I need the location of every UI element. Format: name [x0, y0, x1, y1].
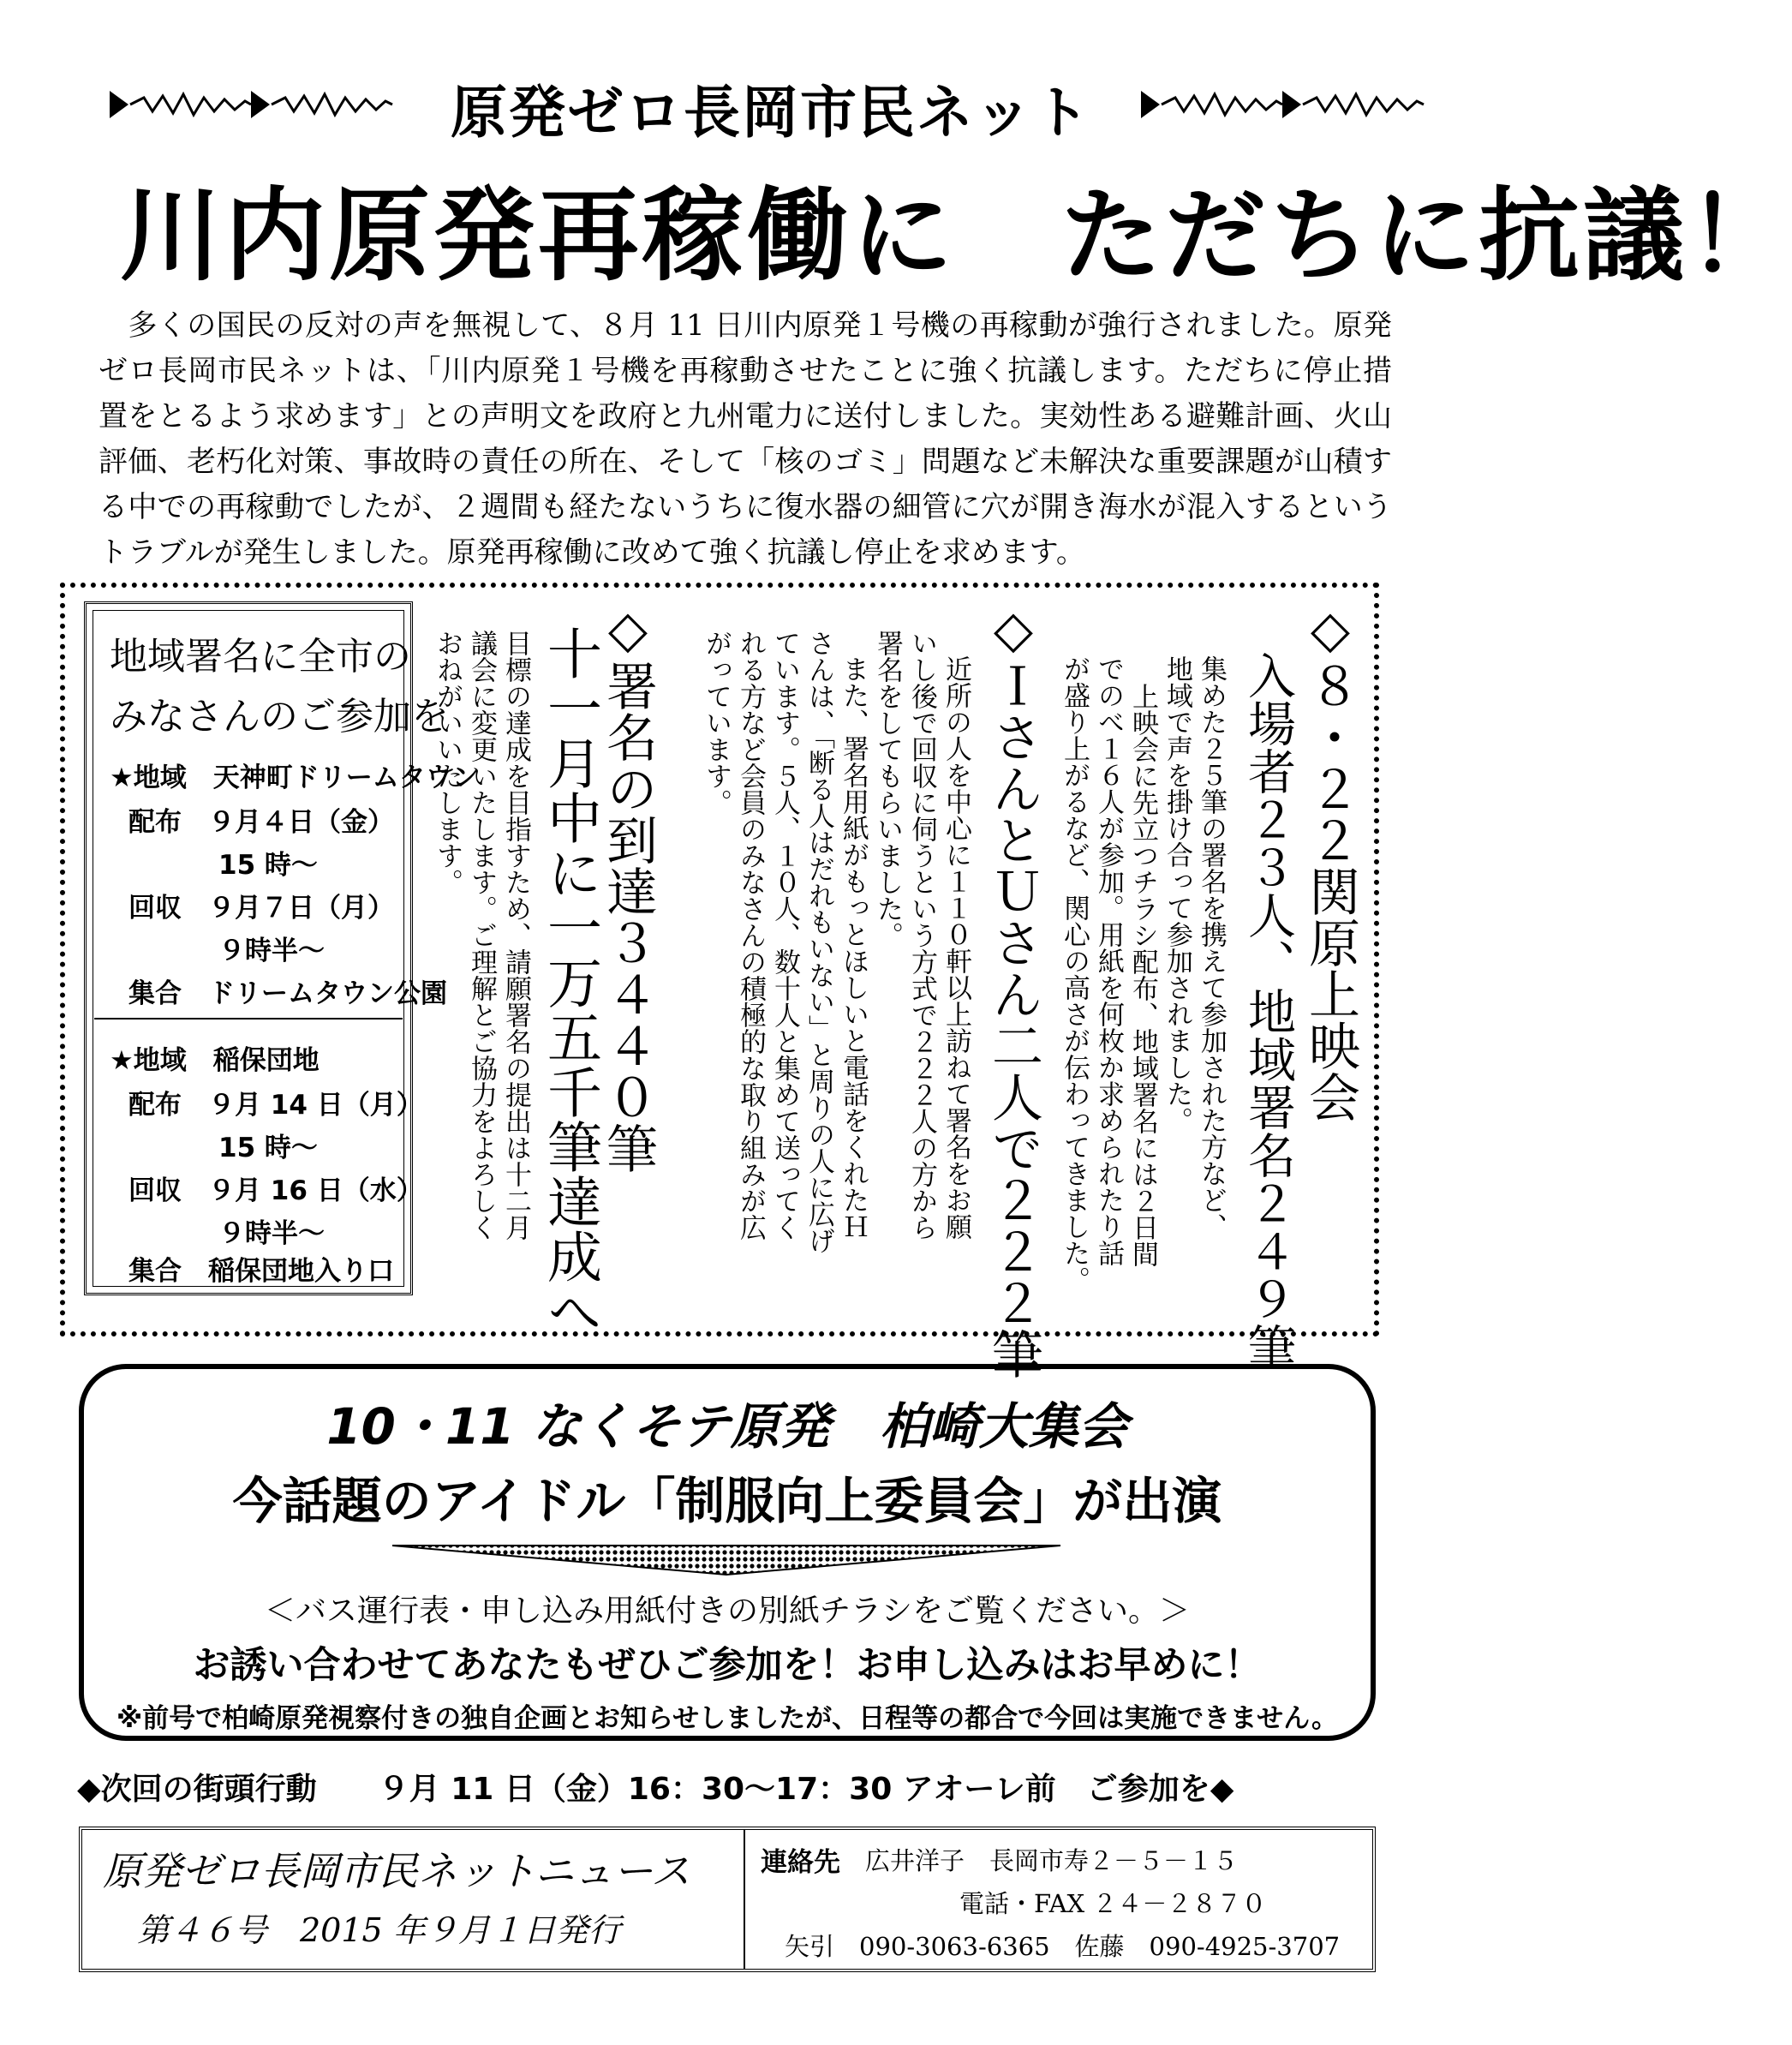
event-subtitle: 今話題のアイドル「制服向上委員会」が出演 — [232, 1472, 1222, 1530]
signup-title-line2: みなさんのご参加を — [110, 695, 449, 738]
event-title: 10・11 なくそテ原発 柏崎大集会 — [326, 1397, 1128, 1456]
signup-collection-time: ９時半～ — [218, 936, 325, 966]
signup-collection: 回収 ９月 16 日（水） — [128, 1175, 423, 1206]
signup-collection-time: ９時半～ — [218, 1218, 325, 1249]
newsletter-title: 原発ゼロ長岡市民ネットニュース — [103, 1848, 690, 1894]
down-arrow-banner — [392, 1542, 1060, 1576]
signup-distribution-time: 15 時～ — [218, 1133, 318, 1163]
article3-line: おねがいいたします。 — [432, 630, 463, 895]
signup-divider — [94, 1018, 403, 1020]
contact-name-address: 広井洋子 長岡市寿２－５－１５ — [865, 1846, 1239, 1875]
article1-line: 上映会に先立つチラシ配布、地域署名には２日間 — [1127, 683, 1158, 1267]
contact-label: 連絡先 — [761, 1847, 840, 1878]
signup-area: ★地域 稲保団地 — [110, 1045, 320, 1076]
signup-title-line1: 地域署名に全市の — [110, 635, 411, 679]
article2-line: がっています。 — [701, 630, 732, 816]
event-call-to-action: お誘い合わせてあなたもぜひご参加を！お申し込みはお早めに！ — [193, 1644, 1262, 1687]
article1-line: 地域で声を掛け合って参加されました。 — [1162, 655, 1192, 1133]
article3-line: 議会に変更いたします。ご理解とご協力をよろしく — [466, 630, 497, 1241]
signup-area: ★地域 天神町ドリームタウン — [110, 762, 479, 793]
signup-meeting-point: 集合 稲保団地入り口 — [128, 1256, 394, 1287]
issue-info: 第４６号 2015 年９月１日発行 — [137, 1911, 621, 1949]
article2-line: いし後で回収に伺うという方式で２２２人の方から — [906, 630, 937, 1241]
signup-distribution: 配布 ９月４日（金） — [128, 807, 394, 838]
event-notice: ※前号で柏崎原発視察付きの独自企画とお知らせしましたが、日程等の都合で今回は実施できません。 — [116, 1703, 1339, 1734]
signup-distribution-time: 15 時～ — [218, 850, 318, 881]
main-headline: 川内原発再稼働に ただちに抗議！ — [120, 176, 1792, 295]
article2-line: 近所の人を中心に１１０軒以上訪ねて署名をお願 — [941, 655, 971, 1240]
article1-line: 集めた２５筆の署名を携えて参加された方など、 — [1196, 655, 1227, 1240]
article2-line: 署名をしてもらいました。 — [872, 630, 903, 948]
signup-collection: 回収 ９月７日（月） — [128, 893, 394, 924]
article1-heading: ◇８・２２関原上映会 — [1300, 600, 1360, 1122]
contact-phones: 矢引 090-3063-6365 佐藤 090-4925-3707 — [785, 1932, 1341, 1961]
article3-line: 目標の達成を目指すため、請願署名の提出は十二月 — [500, 630, 531, 1241]
article1-line: が盛り上がるなど、関心の高さが伝わってきました。 — [1059, 655, 1090, 1293]
article2-line: また、署名用紙がもっとほしいと電話をくれたＨ — [838, 655, 869, 1240]
intro-paragraph: 多くの国民の反対の声を無視して、８月 11 日川内原発１号機の再稼動が強行されました。原発ゼロ長岡市民ネットは、「川内原発１号機を再稼動させたことに強く抗議します。ただちに停止措置をとるよう求めます」との声明文を政府と九州電力に送付しました。実効性ある避難計画、火山評価、老朽化対策、事故時の責任の所在、そして「核のゴミ」問題など未解決な重要課題が山積する中での再稼動でしたが、２週間も経たないうちに復水器の細管に穴が開き海水が混入するというトラブルが発生しました。原発再稼働に改めて強く抗議し停止を求めます。 — [99, 308, 1392, 570]
event-flyer-note: ＜バス運行表・申し込み用紙付きの別紙チラシをご覧ください。＞ — [264, 1594, 1190, 1629]
article1-line: でのべ１６人が参加。用紙を何枚か求められたり話 — [1093, 655, 1124, 1266]
zigzag-ornament-left — [110, 89, 392, 120]
article3-subheading: 十一月中に一万五千筆達成へ — [538, 625, 601, 1338]
article2-heading: ◇ＩさんとＵさん二人で２２２筆 — [983, 600, 1043, 1379]
signup-distribution: 配布 ９月 14 日（月） — [128, 1090, 423, 1121]
article2-line: さんは、「断る人はだれもいない」と周りの人に広げ — [803, 630, 834, 1254]
next-street-action: ◆次回の街頭行動 ９月 11 日（金）16：30～17：30 アオーレ前 ご参加を◆ — [77, 1772, 1234, 1807]
footer-divider — [744, 1830, 745, 1969]
contact-phone-fax: 電話・FAX ２４－２８７０ — [959, 1889, 1267, 1918]
article2-line: ています。５人、１０人、数十人と集めて送ってく — [769, 630, 800, 1241]
zigzag-ornament-right — [1141, 89, 1424, 120]
article1-subheading: 入場者２３人、地域署名２４９筆 — [1240, 651, 1296, 1371]
organization-name: 原発ゼロ長岡市民ネット — [451, 80, 1091, 146]
article3-heading: ◇署名の到達３４４０筆 — [598, 600, 658, 1174]
signup-meeting-point: 集合 ドリームタウン公園 — [128, 978, 447, 1009]
article2-line: れる方など会員のみなさんの積極的な取り組みが広 — [735, 630, 766, 1241]
